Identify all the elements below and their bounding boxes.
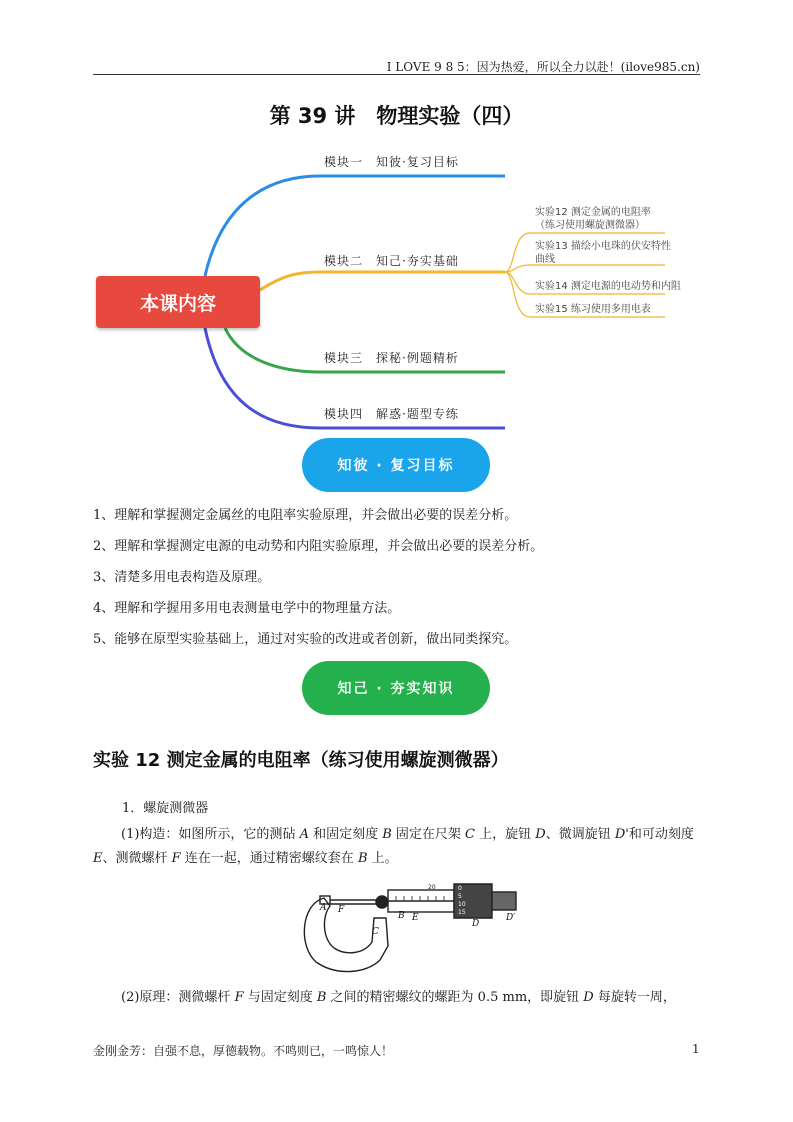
text-run: 与固定刻度 [243,990,317,1005]
symbol: E [93,851,103,866]
footer-motto: 金刚金芳：自强不息，厚德载物。不鸣则已，一鸣惊人！ [93,1044,394,1058]
symbol: D [535,827,546,842]
scale-10: 10 [458,901,466,908]
text-run: 和固定刻度 [308,827,383,842]
text-run: 上。 [367,851,398,866]
scale-0: 0 [458,885,462,892]
text-run: 、测微螺杆 [102,851,172,866]
mindmap-subitem-4 [535,303,651,316]
symbol: B [357,851,368,866]
paragraph-principle [93,986,700,1010]
subsection-heading: 1．螺旋测微器 [122,801,209,816]
header-divider [93,74,700,75]
goal-item: 5、能够在原型实验基础上，通过对实验的改进或者创新，做出同类探究。 [93,632,518,647]
ratchet [492,892,516,910]
symbol: F [234,990,244,1005]
section-heading: 实验 12 测定金属的电阻率（练习使用螺旋测微器） [93,750,509,771]
branch-2-connector [260,272,505,290]
goal-item: 3、清楚多用电表构造及原理。 [93,570,271,585]
micrometer-figure [296,876,526,976]
label-A: A [320,903,327,913]
subitem-line: 实验12 测定金属的电阻率 [535,207,651,218]
basics-banner: 知己 · 夯实知识 [302,661,490,715]
text-run: 、微调旋钮 [545,827,615,842]
symbol: D' [614,827,629,842]
mindmap-root: 本课内容 [96,276,260,328]
scale-15: 15 [458,909,466,916]
symbol: C [465,827,475,842]
text-run: (2)原理：测微螺杆 [121,990,235,1005]
symbol: B [382,827,392,842]
mindmap-branch-2: 模块二 知己·夯实基础 [324,254,459,268]
symbol: B [316,990,327,1005]
label-C: C [372,927,379,937]
goal-item: 4、理解和学握用多用电表测量电学中的物理量方法。 [93,601,401,616]
label-D: D [472,919,480,929]
page-number: 1 [692,1042,700,1056]
subitem-line: 实验13 描绘小电珠的伏安特性 [535,241,671,252]
mindmap-subitem-2 [535,240,671,266]
review-goals-banner: 知彼 · 复习目标 [302,438,490,492]
label-D-prime: D′ [506,913,516,923]
text-run: 和可动刻度 [628,827,694,842]
subitem-line: 实验15 练习使用多用电表 [535,304,651,315]
text-run: 之间的精密螺纹的螺距为 0.5 mm，即旋钮 [326,990,584,1005]
subitem-line: （练习使用螺旋测微器） [535,220,645,231]
mindmap-subitem-1 [535,206,651,232]
subitem-line: 曲线 [535,254,555,265]
subitem-line: 实验14 测定电源的电动势和内阻 [535,281,681,292]
scale-5: 5 [458,893,462,900]
goals-list [93,505,700,660]
mindmap-branch-3: 模块三 探秘·例题精析 [324,351,459,365]
page-header: I LOVE 9 8 5：因为热爱，所以全力以赴！(ilove985.cn) [386,60,700,74]
label-E: E [412,913,419,923]
text-run: 每旋转一周， [593,990,676,1005]
page-title: 第 39 讲 物理实验（四） [269,104,524,128]
lock-ring [376,896,388,908]
mindmap-branch-1: 模块一 知彼·复习目标 [324,155,459,169]
symbol: A [299,827,309,842]
symbol: F [171,851,181,866]
text-run: (1)构造：如图所示，它的测砧 [121,827,300,842]
goal-item: 2、理解和掌握测定电源的电动势和内阻实验原理，并会做出必要的误差分析。 [93,539,544,554]
goal-item: 1、理解和掌握测定金属丝的电阻率实验原理，并会做出必要的误差分析。 [93,508,518,523]
label-B: B [398,911,405,921]
text-run: 固定在尺架 [391,827,466,842]
paragraph-structure [93,823,700,871]
text-run: 连在一起，通过精密螺纹套在 [180,851,358,866]
text-run: 上，旋钮 [475,827,536,842]
mindmap-branch-4: 模块四 解惑·题型专练 [324,407,459,421]
mindmap-subitem-3 [535,280,681,293]
label-F: F [338,905,345,915]
subitem-connector-2 [505,265,665,272]
symbol: D [583,990,594,1005]
scale-20: 20 [428,884,436,891]
